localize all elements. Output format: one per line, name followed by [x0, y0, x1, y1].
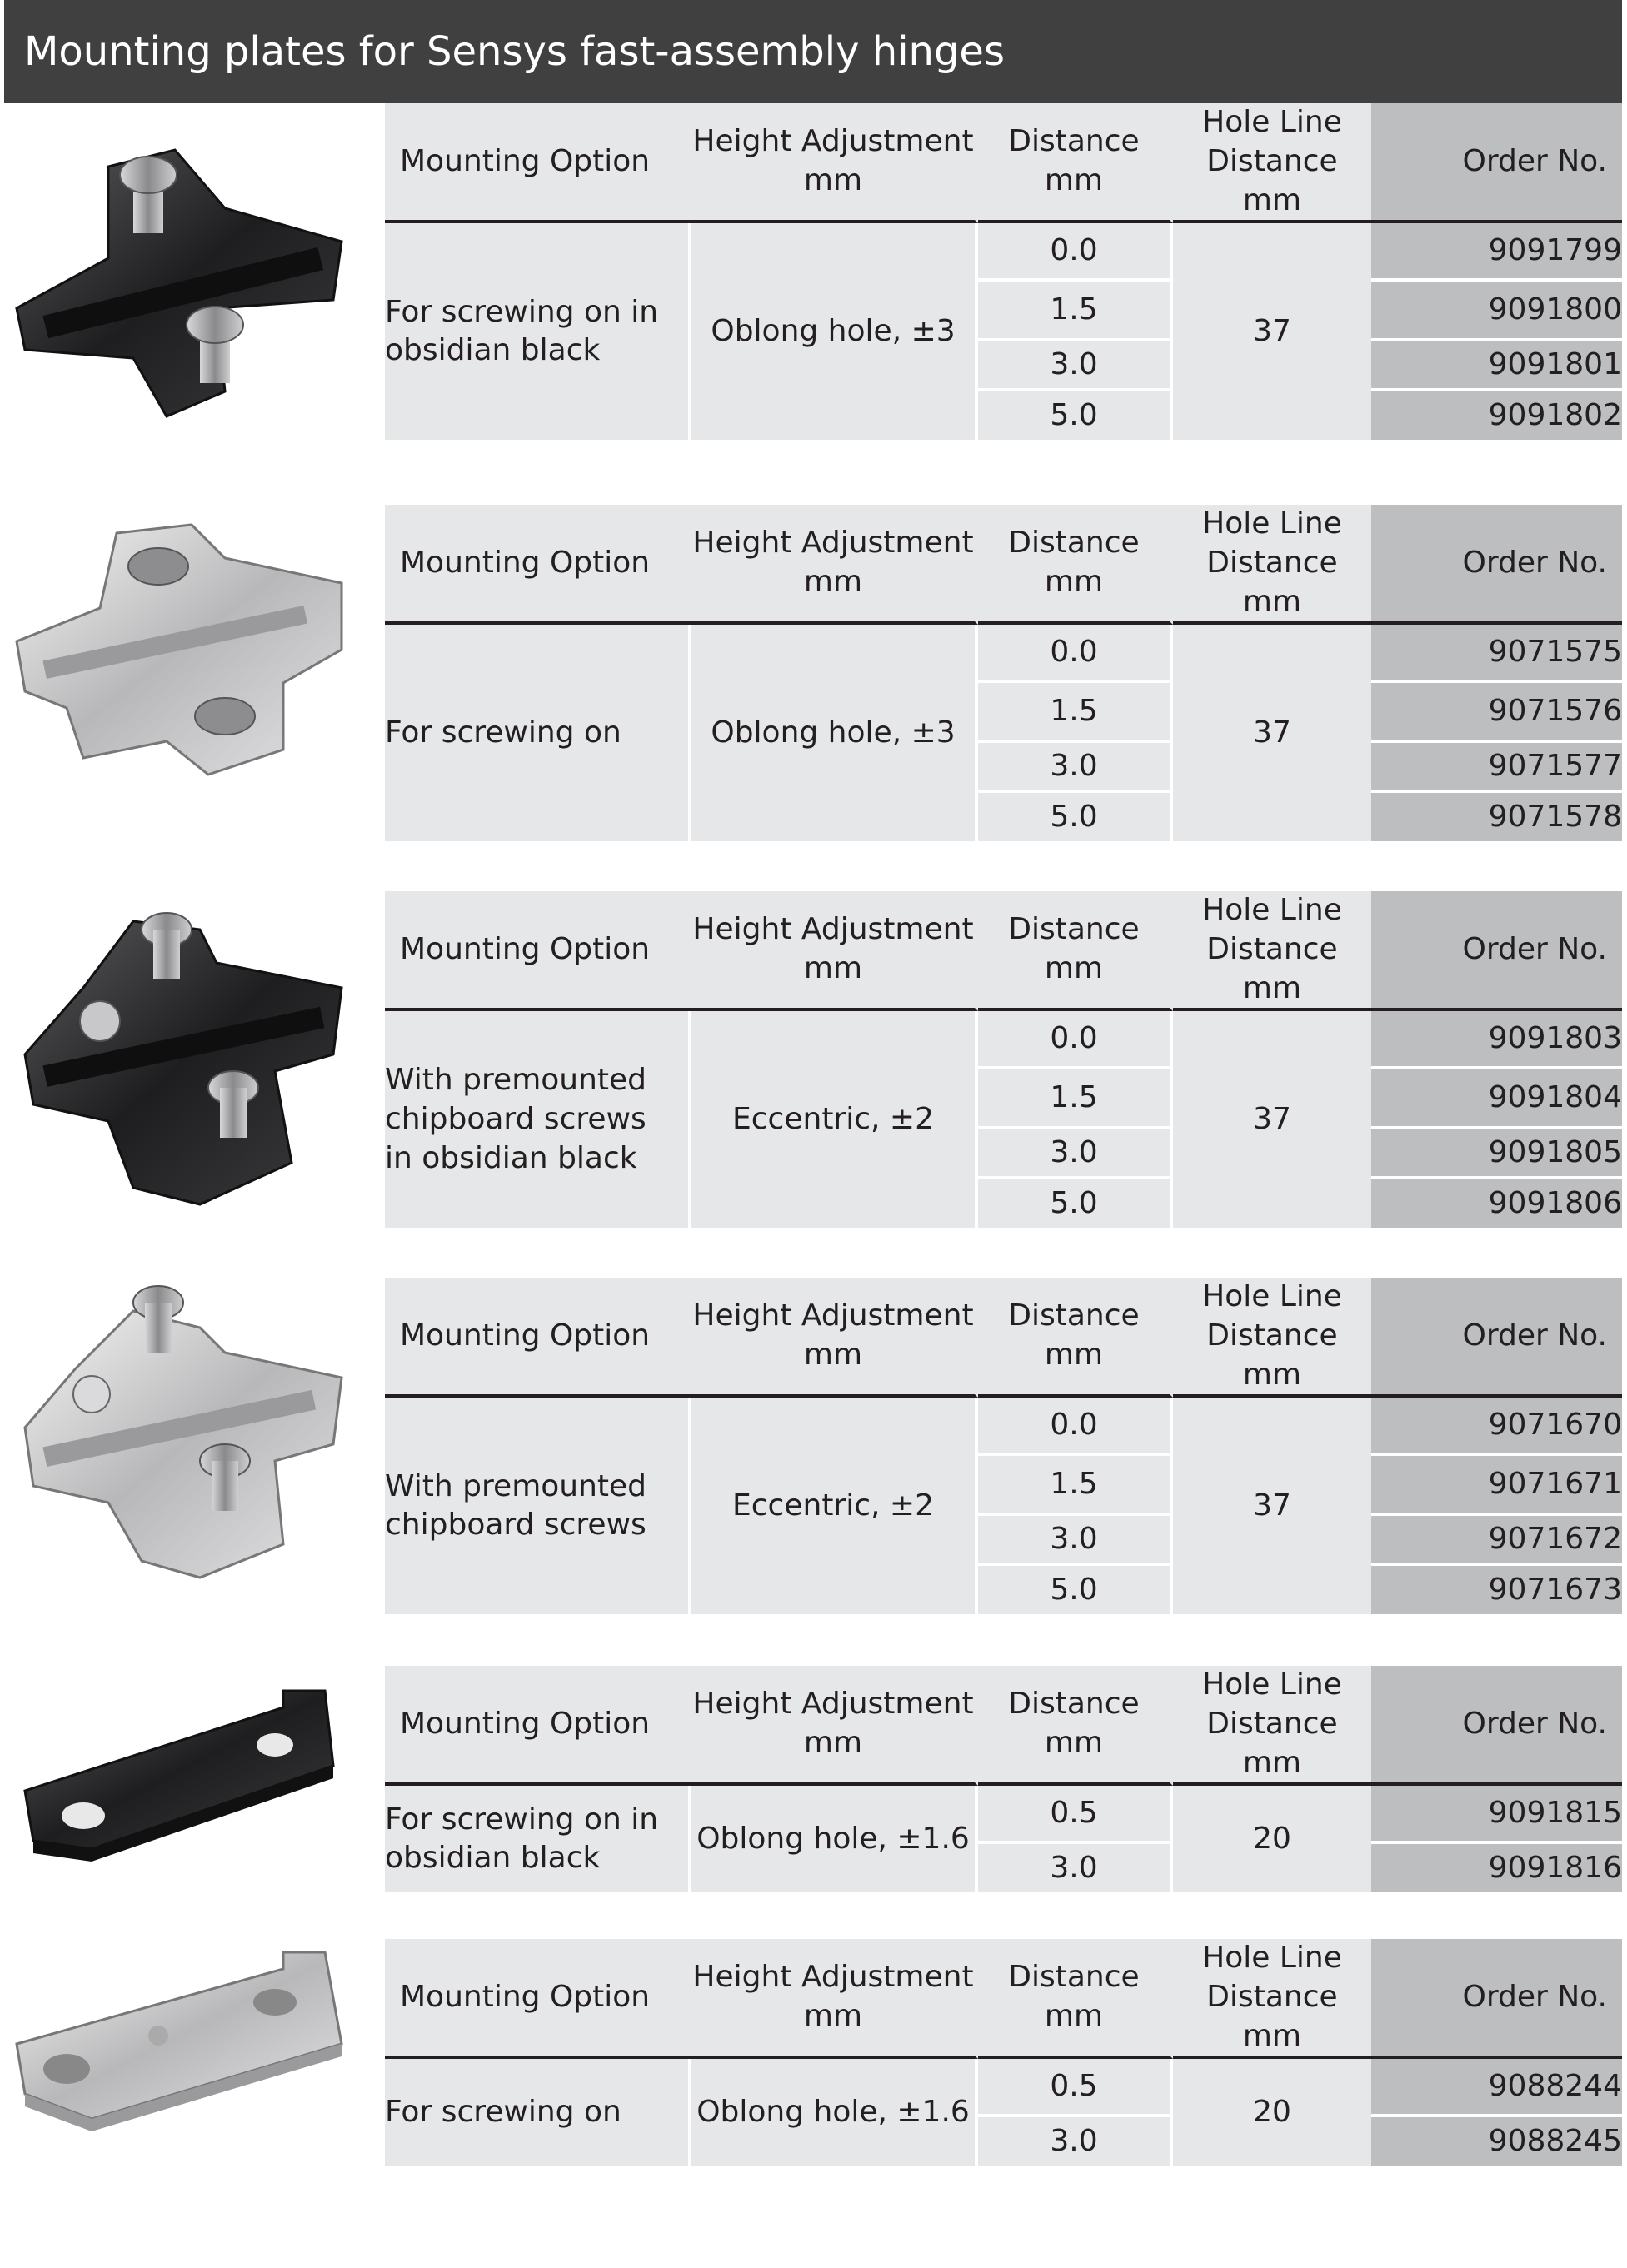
distance-cell: 3.0 — [978, 740, 1173, 790]
hole-line-cell: 37 — [1173, 625, 1371, 841]
col-header-height-adjustment: Height Adjustment mm — [691, 1278, 978, 1398]
col-header-hole-line: Hole Line Distance mm — [1173, 891, 1371, 1011]
col-header-order-no: Order No. — [1371, 103, 1622, 223]
table-row — [385, 2059, 1622, 2114]
col-header-mounting-option: Mounting Option — [385, 891, 691, 1011]
mounting-option-cell: For screwing on in obsidian black — [385, 223, 691, 440]
page-title: Mounting plates for Sensys fast-assembly hinges — [24, 28, 1005, 75]
col-header-distance: Distance mm — [978, 891, 1173, 1011]
col-header-mounting-option: Mounting Option — [385, 1939, 691, 2059]
distance-cell: 3.0 — [978, 1841, 1173, 1892]
distance-cell: 0.0 — [978, 223, 1173, 278]
mounting-option-cell: For screwing on — [385, 2059, 691, 2166]
order-no-cell: 9091804 — [1371, 1066, 1622, 1126]
spec-table-5 — [385, 1666, 1622, 1892]
table-row — [385, 1786, 1622, 1841]
distance-cell: 1.5 — [978, 278, 1173, 338]
mounting-plate-eccentric-black-icon — [8, 896, 350, 1213]
distance-cell: 0.5 — [978, 1786, 1173, 1841]
col-header-mounting-option: Mounting Option — [385, 505, 691, 625]
order-no-cell: 9091799 — [1371, 223, 1622, 278]
table-header-row — [385, 505, 1622, 625]
distance-cell: 0.0 — [978, 1398, 1173, 1453]
table-header-row — [385, 1278, 1622, 1398]
mounting-option-cell: With premounted chipboard screws in obsidian black — [385, 1011, 691, 1228]
page-header — [4, 0, 1622, 103]
distance-cell: 1.5 — [978, 1453, 1173, 1513]
col-header-hole-line: Hole Line Distance mm — [1173, 1278, 1371, 1398]
order-no-cell: 9071671 — [1371, 1453, 1622, 1513]
col-header-hole-line: Hole Line Distance mm — [1173, 103, 1371, 223]
distance-cell: 1.5 — [978, 680, 1173, 740]
distance-cell: 3.0 — [978, 1513, 1173, 1563]
distance-cell: 3.0 — [978, 338, 1173, 388]
table-row — [385, 223, 1622, 278]
hole-line-cell: 20 — [1173, 1786, 1371, 1892]
order-no-cell: 9088245 — [1371, 2114, 1622, 2166]
table-row — [385, 1398, 1622, 1453]
height-adjustment-cell: Oblong hole, ±1.6 — [691, 1786, 978, 1892]
col-header-hole-line: Hole Line Distance mm — [1173, 505, 1371, 625]
order-no-cell: 9091806 — [1371, 1176, 1622, 1228]
distance-cell: 0.0 — [978, 1011, 1173, 1066]
col-header-hole-line: Hole Line Distance mm — [1173, 1666, 1371, 1786]
col-header-order-no: Order No. — [1371, 1939, 1622, 2059]
order-no-cell: 9071578 — [1371, 790, 1622, 841]
distance-cell: 1.5 — [978, 1066, 1173, 1126]
col-header-order-no: Order No. — [1371, 1666, 1622, 1786]
height-adjustment-cell: Eccentric, ±2 — [691, 1011, 978, 1228]
order-no-cell: 9091800 — [1371, 278, 1622, 338]
col-header-height-adjustment: Height Adjustment mm — [691, 505, 978, 625]
spec-table-3 — [385, 891, 1622, 1228]
distance-cell: 0.5 — [978, 2059, 1173, 2114]
spec-table-6 — [385, 1939, 1622, 2166]
order-no-cell: 9091816 — [1371, 1841, 1622, 1892]
order-no-cell: 9071576 — [1371, 680, 1622, 740]
height-adjustment-cell: Oblong hole, ±3 — [691, 223, 978, 440]
mounting-plate-cross-nickel-icon — [8, 508, 350, 825]
order-no-cell: 9071577 — [1371, 740, 1622, 790]
spec-table-4 — [385, 1278, 1622, 1614]
distance-cell: 5.0 — [978, 1176, 1173, 1228]
mounting-plate-cross-black-icon — [8, 117, 350, 441]
hole-line-cell: 20 — [1173, 2059, 1371, 2166]
hole-line-cell: 37 — [1173, 1398, 1371, 1614]
height-adjustment-cell: Eccentric, ±2 — [691, 1398, 978, 1614]
col-header-order-no: Order No. — [1371, 505, 1622, 625]
col-header-mounting-option: Mounting Option — [385, 103, 691, 223]
col-header-distance: Distance mm — [978, 505, 1173, 625]
col-header-order-no: Order No. — [1371, 891, 1622, 1011]
mounting-plate-linear-black-icon — [8, 1674, 350, 1866]
table-header-row — [385, 1939, 1622, 2059]
distance-cell: 3.0 — [978, 2114, 1173, 2166]
order-no-cell: 9091801 — [1371, 338, 1622, 388]
table-row — [385, 1011, 1622, 1066]
table-header-row — [385, 1666, 1622, 1786]
mounting-option-cell: For screwing on — [385, 625, 691, 841]
order-no-cell: 9088244 — [1371, 2059, 1622, 2114]
mounting-plate-linear-nickel-icon — [8, 1944, 350, 2136]
col-header-order-no: Order No. — [1371, 1278, 1622, 1398]
hole-line-cell: 37 — [1173, 1011, 1371, 1228]
distance-cell: 3.0 — [978, 1126, 1173, 1176]
height-adjustment-cell: Oblong hole, ±1.6 — [691, 2059, 978, 2166]
spec-table-1 — [385, 103, 1622, 440]
distance-cell: 5.0 — [978, 790, 1173, 841]
distance-cell: 5.0 — [978, 1563, 1173, 1614]
distance-cell: 0.0 — [978, 625, 1173, 680]
table-header-row — [385, 891, 1622, 1011]
col-header-distance: Distance mm — [978, 1278, 1173, 1398]
hole-line-cell: 37 — [1173, 223, 1371, 440]
table-row — [385, 625, 1622, 680]
height-adjustment-cell: Oblong hole, ±3 — [691, 625, 978, 841]
order-no-cell: 9091805 — [1371, 1126, 1622, 1176]
order-no-cell: 9071672 — [1371, 1513, 1622, 1563]
col-header-height-adjustment: Height Adjustment mm — [691, 1666, 978, 1786]
order-no-cell: 9091803 — [1371, 1011, 1622, 1066]
order-no-cell: 9091815 — [1371, 1786, 1622, 1841]
col-header-distance: Distance mm — [978, 1666, 1173, 1786]
mounting-option-cell: For screwing on in obsidian black — [385, 1786, 691, 1892]
col-header-height-adjustment: Height Adjustment mm — [691, 103, 978, 223]
col-header-distance: Distance mm — [978, 103, 1173, 223]
mounting-option-cell: With premounted chipboard screws — [385, 1398, 691, 1614]
col-header-hole-line: Hole Line Distance mm — [1173, 1939, 1371, 2059]
col-header-distance: Distance mm — [978, 1939, 1173, 2059]
order-no-cell: 9091802 — [1371, 388, 1622, 440]
order-no-cell: 9071575 — [1371, 625, 1622, 680]
col-header-height-adjustment: Height Adjustment mm — [691, 1939, 978, 2059]
col-header-mounting-option: Mounting Option — [385, 1666, 691, 1786]
distance-cell: 5.0 — [978, 388, 1173, 440]
col-header-mounting-option: Mounting Option — [385, 1278, 691, 1398]
col-header-height-adjustment: Height Adjustment mm — [691, 891, 978, 1011]
order-no-cell: 9071673 — [1371, 1563, 1622, 1614]
spec-table-2 — [385, 505, 1622, 841]
mounting-plate-eccentric-nickel-icon — [8, 1278, 350, 1603]
order-no-cell: 9071670 — [1371, 1398, 1622, 1453]
table-header-row — [385, 103, 1622, 223]
